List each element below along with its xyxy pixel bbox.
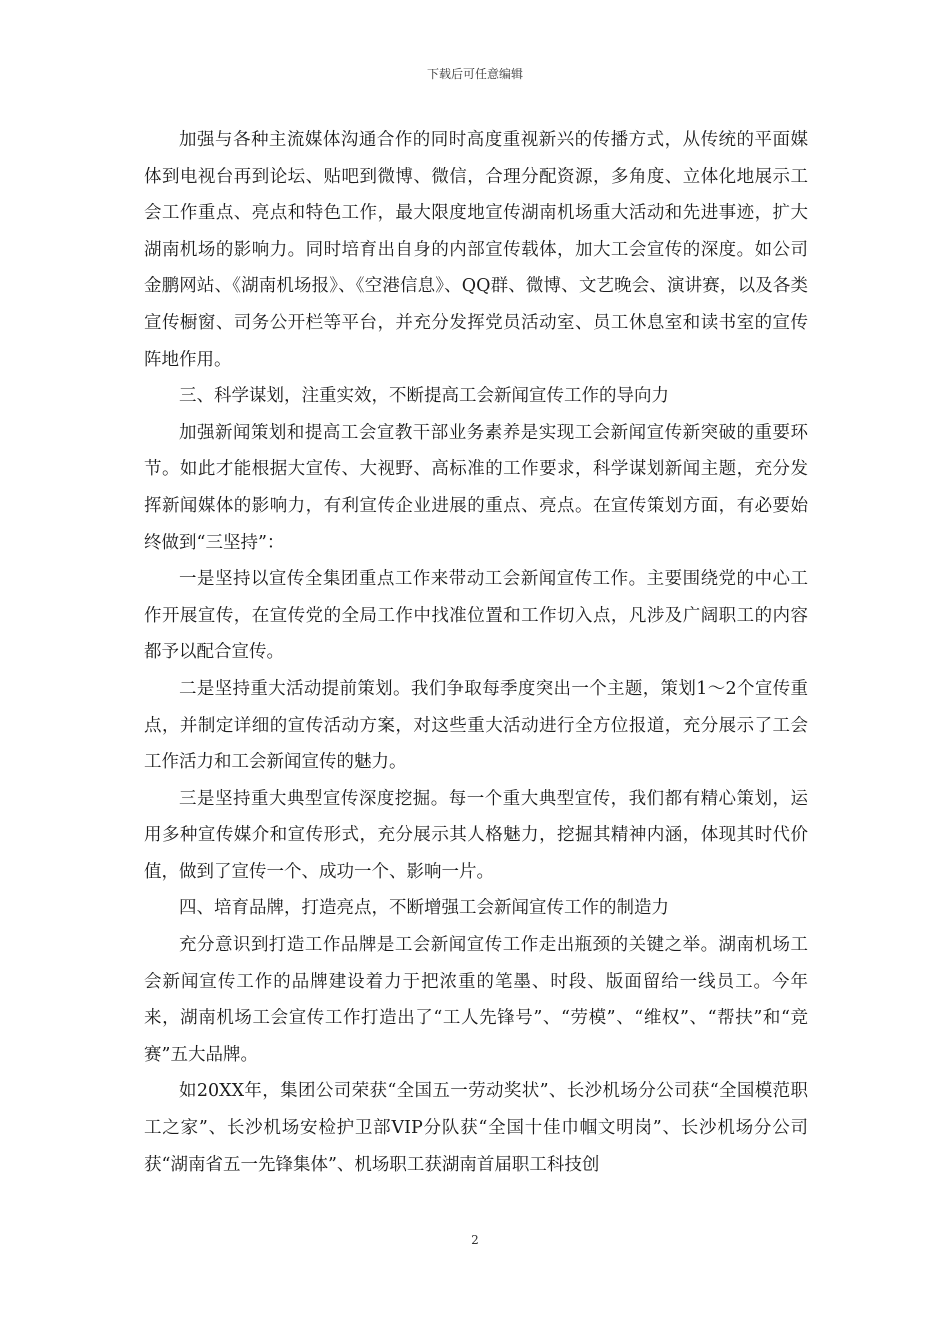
paragraph-brand-building: 充分意识到打造工作品牌是工会新闻宣传工作走出瓶颈的关键之举。湖南机场工会新闻宣传工作的品牌建设着力于把浓重的笔墨、时段、版面留给一线员工。今年来，湖南机场工会宣传工作打造出了“工人先锋号”、“劳模”、“维权”、“帮扶”和“竞赛”五大品牌。 bbox=[144, 935, 808, 1065]
page-header: 下载后可任意编辑 bbox=[426, 67, 523, 81]
page-number: 2 bbox=[471, 1233, 479, 1247]
paragraph-media-channels: 加强与各种主流媒体沟通合作的同时高度重视新兴的传播方式，从传统的平面媒体到电视台再到论坛、贴吧到微博、微信，合理分配资源，多角度、立体化地展示工会工作重点、亮点和特色工作，最大限度地宣传湖南机场重大活动和先进事迹，扩大湖南机场的影响力。同时培育出自身的内部宣传载体，加大工会宣传的深度。如公司金鹏网站、《湖南机场报》、《空港信息》、QQ群、微博、文艺晚会、演讲赛，以及各类宣传橱窗、司务公开栏等平台，并充分发挥党员活动室、员工休息室和读书室的宣传阵地作用。 bbox=[144, 130, 808, 370]
paragraph-news-planning: 加强新闻策划和提高工会宣教干部业务素养是实现工会新闻宣传新突破的重要环节。如此才能根据大宣传、大视野、高标准的工作要求，科学谋划新闻主题，充分发挥新闻媒体的影响力，有利宣传企业进展的重点、亮点。在宣传策划方面，有必要始终做到“三坚持”： bbox=[144, 422, 808, 553]
section-heading-4: 四、培育品牌，打造亮点，不断增强工会新闻宣传工作的制造力 bbox=[179, 898, 669, 919]
section-heading-3: 三、科学谋划，注重实效，不断提高工会新闻宣传工作的导向力 bbox=[179, 386, 669, 407]
paragraph-persist-2: 二是坚持重大活动提前策划。我们争取每季度突出一个主题，策划1～2个宣传重点，并制定详细的宣传活动方案，对这些重大活动进行全方位报道，充分展示了工会工作活力和工会新闻宣传的魅力。 bbox=[144, 678, 808, 773]
document-body bbox=[144, 122, 808, 1183]
paragraph-persist-1: 一是坚持以宣传全集团重点工作来带动工会新闻宣传工作。主要围绕党的中心工作开展宣传，在宣传党的全局工作中找准位置和工作切入点，凡涉及广阔职工的内容都予以配合宣传。 bbox=[144, 569, 808, 663]
paragraph-persist-3: 三是坚持重大典型宣传深度挖掘。每一个重大典型宣传，我们都有精心策划，运用多种宣传媒介和宣传形式，充分展示其人格魅力，挖掘其精神内涵，体现其时代价值，做到了宣传一个、成功一个、影响一片。 bbox=[144, 788, 808, 882]
paragraph-awards: 如20XX年，集团公司荣获“全国五一劳动奖状”、长沙机场分公司获“全国模范职工之家”、长沙机场安检护卫部VIP分队获“全国十佳巾帼文明岗”、长沙机场分公司获“湖南省五一先锋集体”、机场职工获湖南首届职工科技创 bbox=[144, 1081, 808, 1175]
